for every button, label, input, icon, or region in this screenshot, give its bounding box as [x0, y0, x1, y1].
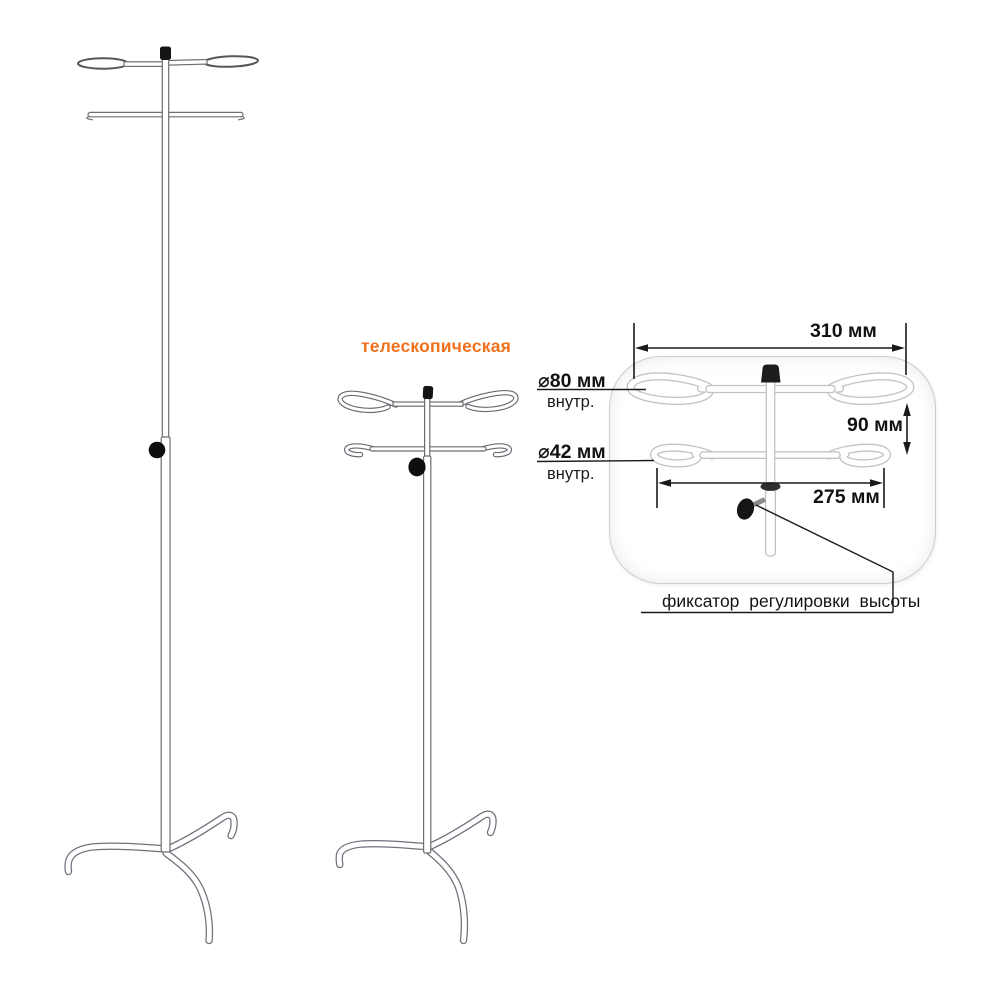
tall-pole-right-bottle-holder: [204, 55, 258, 67]
telescopic-iv-pole-illustration: [339, 386, 516, 941]
inset-lock-knob: [734, 496, 756, 522]
dim-310-label: 310 мм: [810, 320, 877, 342]
dim-80-note: внутр.: [547, 393, 595, 411]
dim-90-arrow: [903, 403, 911, 455]
tall-pole-tripod-base: [68, 815, 234, 940]
telescopic-product-label: телескопическая: [361, 336, 512, 356]
telescopic-pole-tripod-base: [339, 814, 493, 940]
height-lock-callout: фиксатор регулировки высоты: [662, 591, 921, 611]
dim-275-label: 275 мм: [813, 486, 880, 508]
dim-80-label: ⌀80 мм: [538, 370, 606, 392]
dim-42-label: ⌀42 мм: [538, 441, 606, 463]
dim-42-note: внутр.: [547, 465, 595, 483]
inset-lock-stem: [752, 500, 765, 506]
tall-pole-upper-tube: [162, 57, 168, 440]
telescopic-pole-upper-tube: [425, 397, 430, 463]
tall-pole-lower-tube: [161, 437, 170, 852]
tall-pole-top-cap: [160, 47, 171, 61]
inset-center-pole-lower: [766, 489, 776, 556]
inset-center-pole-upper: [766, 381, 774, 484]
tall-pole-top-right-arm: [165, 60, 207, 66]
dim-90-label: 90 мм: [847, 414, 903, 436]
tall-pole-adjustment-knob: [149, 442, 166, 459]
tall-iv-pole-illustration: [68, 47, 258, 941]
telescopic-pole-top-cap: [423, 386, 434, 400]
telescopic-pole-adjustment-knob: [408, 458, 425, 477]
tall-pole-top-left-arm: [124, 62, 168, 67]
telescopic-pole-lower-tube: [424, 456, 431, 853]
inset-hook-assembly: [631, 365, 911, 557]
tall-pole-left-bottle-holder: [78, 58, 128, 68]
inset-top-cap: [761, 365, 781, 383]
